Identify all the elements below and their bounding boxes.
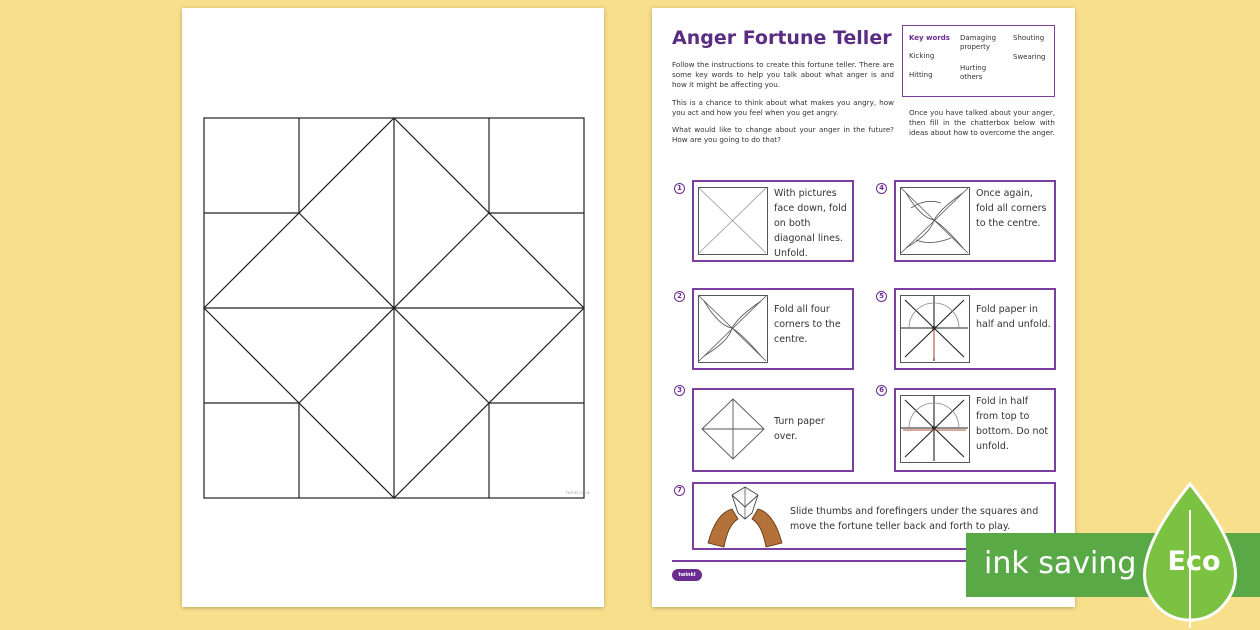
step-7-number: 7 <box>674 485 685 496</box>
keywords-heading: Key words <box>909 34 950 42</box>
intro-paragraph: This is a chance to think about what makes you angry, how you act and how you feel when you get angry. <box>672 97 894 117</box>
twinkl-logo-text: twinkl <box>678 572 696 578</box>
fortune-teller-template <box>182 8 604 607</box>
eco-label: Eco <box>1167 546 1221 577</box>
hands-illustration <box>702 485 788 549</box>
page-title: Anger Fortune Teller <box>672 27 892 49</box>
step-4 <box>894 180 1056 262</box>
keyword-item: Hurting others <box>960 64 987 81</box>
step-1-text: With pictures face down, fold on both diagonal lines. Unfold. <box>774 188 847 259</box>
step-6-figure <box>900 395 970 463</box>
intro-paragraph: What would like to change about your anger in the future? How are you going to do that? <box>672 125 894 145</box>
keyword-item: Hitting <box>909 71 933 79</box>
step-5-number: 5 <box>876 291 887 302</box>
step-7-text: Slide thumbs and forefingers under the squares and move the fortune teller back and forth to play. <box>790 506 1039 532</box>
step-6-number: 6 <box>876 385 887 396</box>
step-1 <box>692 180 854 262</box>
step-3-figure <box>698 395 768 463</box>
step-2-number: 2 <box>674 291 685 302</box>
step-6-text: Fold in half from top to bottom. Do not unfold. <box>976 396 1049 452</box>
step-1-number: 1 <box>674 183 685 194</box>
intro-paragraph: Once you have talked about your anger, then fill in the chatterbox below with ideas about how to overcome the anger. <box>909 108 1055 138</box>
step-5 <box>894 288 1056 370</box>
step-4-text: Once again, fold all corners to the centre. <box>976 188 1047 229</box>
step-2-text: Fold all four corners to the centre. <box>774 304 841 345</box>
step-4-number: 4 <box>876 183 887 194</box>
step-3-number: 3 <box>674 385 685 396</box>
credit-text: twinkl.co.uk <box>566 490 590 495</box>
keyword-item: Kicking <box>909 52 935 60</box>
step-5-figure <box>900 295 970 363</box>
template-sheet <box>182 8 604 607</box>
step-3 <box>692 388 854 472</box>
keywords-box <box>902 25 1055 97</box>
keyword-item: Shouting <box>1013 34 1045 42</box>
intro-paragraph: Follow the instructions to create this fortune teller. There are some key words to help you talk about what anger is and how it might be affecting you. <box>672 60 894 90</box>
step-4-figure <box>900 187 970 255</box>
step-2 <box>692 288 854 370</box>
step-2-figure <box>698 295 768 363</box>
keyword-item: Damaging property <box>960 34 997 51</box>
step-6 <box>894 388 1056 472</box>
step-1-figure <box>698 187 768 255</box>
step-5-text: Fold paper in half and unfold. <box>976 304 1051 330</box>
twinkl-logo <box>672 569 702 581</box>
intro-right <box>909 108 1055 146</box>
step-3-text: Turn paper over. <box>774 416 825 442</box>
keyword-item: Swearing <box>1013 53 1046 61</box>
intro-left <box>672 60 894 152</box>
instructions-sheet <box>652 8 1075 607</box>
ink-saving-text: ink saving <box>984 546 1137 581</box>
